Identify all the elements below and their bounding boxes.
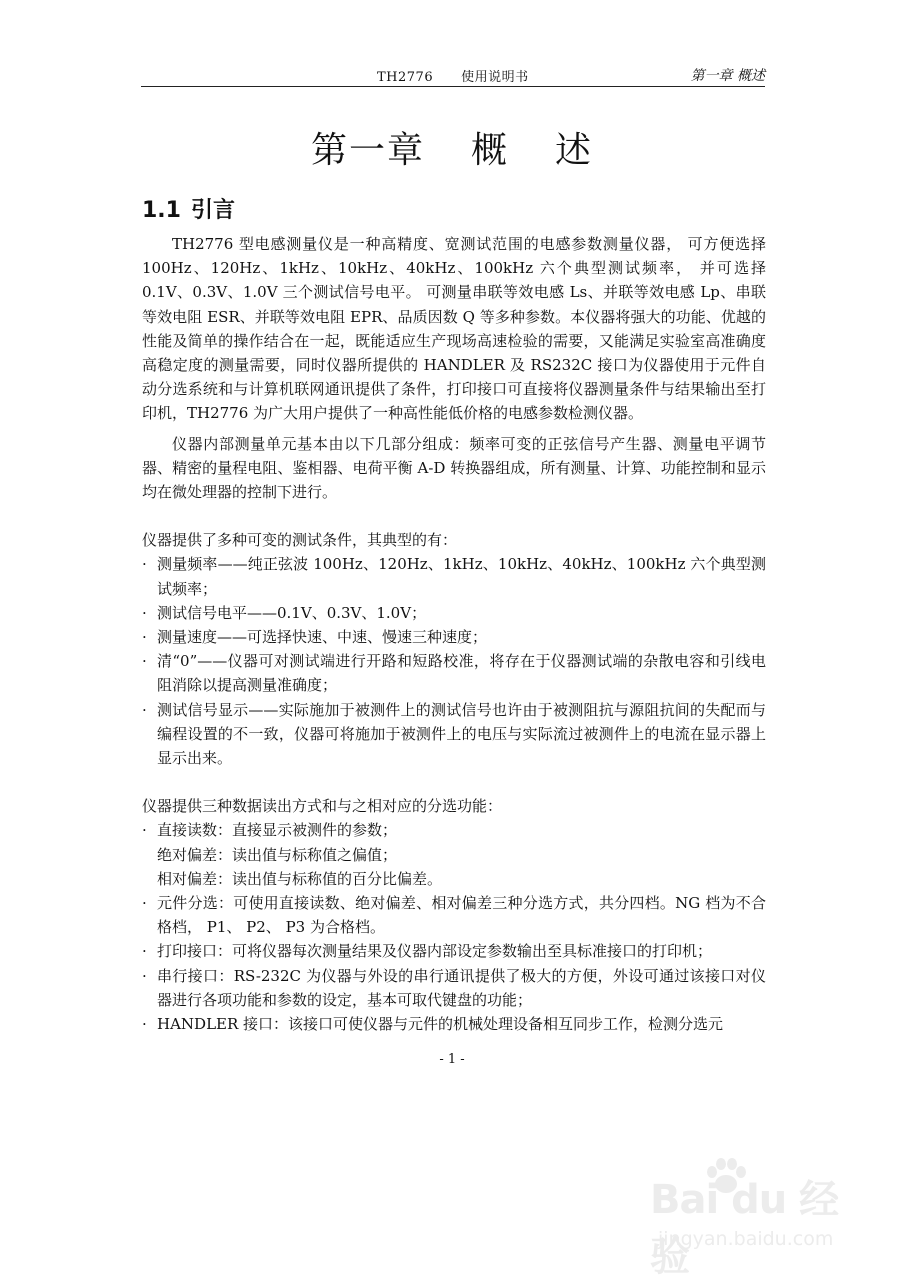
bullet: · <box>142 603 147 622</box>
chapter-prefix: 第一章 <box>310 130 425 171</box>
header-doc-title: 使用说明书 <box>461 70 529 85</box>
bullet: · <box>142 628 147 647</box>
list-item-text: 测试信号电平——0.1V、0.3V、1.0V； <box>157 603 427 622</box>
baidu-jingyan-watermark <box>636 1152 866 1280</box>
header-model: TH2776 <box>377 70 434 85</box>
section-heading <box>142 193 235 224</box>
chapter-title <box>0 122 904 173</box>
document-body <box>142 232 766 1036</box>
readout-direct: 直接读数：直接显示被测件的参数； <box>157 821 398 840</box>
bullet: · <box>142 1015 147 1034</box>
page-number: - 1 - <box>439 1052 465 1067</box>
chapter-word-1: 概 <box>470 130 509 171</box>
list-item-text: 测量速度——可选择快速、中速、慢速三种速度； <box>157 628 488 647</box>
list-item-text: 测试信号显示——实际施加于被测件上的测试信号也许由于被测阻抗与源阻抗间的失配而与编程设置的不一致，仪器可将施加于被测件上的电压与实际流过被测件上的电流在显示器上显示出来。 <box>157 700 766 768</box>
conditions-lead: 仪器提供了多种可变的测试条件，其典型的有： <box>142 531 458 550</box>
list-item <box>142 601 766 625</box>
page-header <box>141 64 765 86</box>
list-item <box>142 1012 766 1036</box>
section-number: 1.1 <box>142 198 181 223</box>
list-item-text: 清“0”——仪器可对测试端进行开路和短路校准，将存在于仪器测试端的杂散电容和引线电阻消除以提高测量准确度； <box>157 652 766 695</box>
section-title: 引言 <box>190 198 235 223</box>
header-left <box>377 66 529 85</box>
list-item-text: HANDLER 接口：该接口可使仪器与元件的机械处理设备相互同步工作，检测分选元 <box>157 1015 724 1034</box>
list-item-text: 串行接口：RS-232C 为仪器与外设的串行通讯提供了极大的方便，外设可通过该接口对仪器进行各项功能和参数的设定，基本可取代键盘的功能； <box>157 966 766 1009</box>
chapter-word-2: 述 <box>555 130 594 171</box>
list-item <box>142 698 766 771</box>
list-item <box>142 625 766 649</box>
conditions-list <box>142 552 766 770</box>
list-item-text: 打印接口：可将仪器每次测量结果及仪器内部设定参数输出至具标准接口的打印机； <box>157 942 713 961</box>
bullet: · <box>142 894 147 913</box>
list-item <box>142 818 766 891</box>
list-item <box>142 649 766 697</box>
list-item <box>142 552 766 600</box>
internal-units-paragraph: 仪器内部测量单元基本由以下几部分组成：频率可变的正弦信号产生器、测量电平调节器、精密的量程电阻、鉴相器、电荷平衡 A-D 转换器组成，所有测量、计算、功能控制和显示均在微处理器的控制下进行。 <box>142 434 766 502</box>
readout-lead: 仪器提供三种数据读出方式和与之相对应的分选功能： <box>142 797 503 816</box>
bullet: · <box>142 555 147 574</box>
bullet: · <box>142 652 147 671</box>
bullet: · <box>142 966 147 985</box>
list-item-text: 元件分选：可使用直接读数、绝对偏差、相对偏差三种分选方式，共分四档。NG 档为不合格档， P1、 P2、 P3 为合格档。 <box>157 894 766 937</box>
list-item-text: 测量频率——纯正弦波 100Hz、120Hz、1kHz、10kHz、40kHz、100kHz 六个典型测试频率； <box>157 555 766 598</box>
readout-absolute: 绝对偏差：读出值与标称值之偏值； <box>157 845 398 864</box>
bullet: · <box>142 700 147 719</box>
readout-list <box>142 818 766 1036</box>
watermark-brand: Bai du 经验 <box>650 1177 839 1280</box>
list-item <box>142 939 766 963</box>
watermark-url: jingyan.baidu.com <box>658 1228 834 1250</box>
bullet: · <box>142 942 147 961</box>
header-chapter: 第一章 概述 <box>690 68 765 84</box>
bullet: · <box>142 821 147 840</box>
list-item <box>142 964 766 1012</box>
readout-relative: 相对偏差：读出值与标称值的百分比偏差。 <box>157 869 443 888</box>
intro-paragraph: TH2776 型电感测量仪是一种高精度、宽测试范围的电感参数测量仪器， 可方便选择 100Hz、120Hz、1kHz、10kHz、40kHz、100kHz 六个典型测试频率， 并可选择 0.1V、0.3V、1.0V 三个测试信号电平。 可测量串联等效电感 Ls、并联等效电感 Lp、串联等效电阻 ESR、并联等效电阻 EPR、品质因数 Q 等多种参数。本仪器将强大的功能、优越的性能及简单的操作结合在一起，既能适应生产现场高速检验的需要，又能满足实验室高准确度高稳定度的测量需要，同时仪器所提供的 HANDLER 及 RS232C 接口为仪器使用于元件自动分选系统和与计算机联网通讯提供了条件，打印接口可直接将仪器测量条件与结果输出至打印机，TH2776 为广大用户提供了一种高性能低价格的电感参数检测仪器。 <box>142 235 766 423</box>
list-item <box>142 891 766 939</box>
header-divider <box>141 86 765 87</box>
